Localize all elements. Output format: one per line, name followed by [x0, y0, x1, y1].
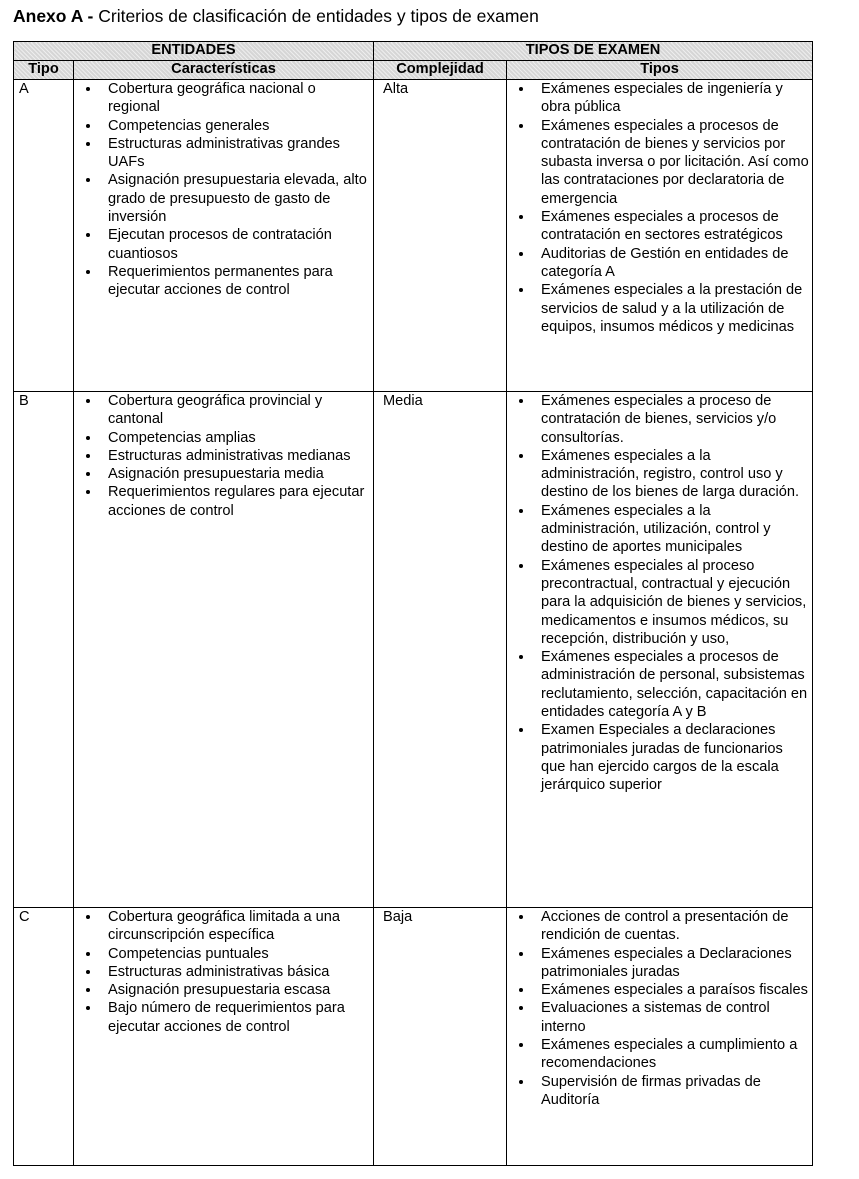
list-item: Competencias puntuales: [74, 945, 373, 963]
list-item: Exámenes especiales a procesos de administración de personal, subsistemas reclutamiento, selección, capacitación en entidades categoría A y B: [507, 648, 812, 721]
header-tipos: Tipos: [507, 61, 813, 80]
list-item: Exámenes especiales a procesos de contratación de bienes y servicios por subasta inversa o por licitación. Así como las contrataciones por declaratoria de emergencia: [507, 117, 812, 208]
title-annex-label: Anexo A -: [13, 6, 94, 26]
list-item: Exámenes especiales a procesos de contratación en sectores estratégicos: [507, 208, 812, 245]
table-row: [14, 80, 813, 392]
list-item: Exámenes especiales al proceso precontractual, contractual y ejecución para la adquisición de bienes y servicios, medicamentos e insumos médicos, su recepción, distribución y uso,: [507, 557, 812, 648]
cell-tipo: C: [14, 908, 74, 1166]
cell-complejidad: Media: [374, 392, 507, 908]
list-item: Asignación presupuestaria escasa: [74, 981, 373, 999]
list-item: Estructuras administrativas básica: [74, 963, 373, 981]
title-text: Criterios de clasificación de entidades y tipos de examen: [93, 6, 539, 26]
list-item: Exámenes especiales a la administración, utilización, control y destino de aportes municipales: [507, 502, 812, 557]
list-item: Supervisión de firmas privadas de Auditoría: [507, 1073, 812, 1110]
list-item: Cobertura geográfica provincial y cantonal: [74, 392, 373, 429]
header-tipos-de-examen: TIPOS DE EXAMEN: [374, 42, 813, 61]
cell-caracteristicas: [74, 80, 374, 392]
list-item: Exámenes especiales a la administración, registro, control uso y destino de los bienes de larga duración.: [507, 447, 812, 502]
list-item: Exámenes especiales a Declaraciones patrimoniales juradas: [507, 945, 812, 982]
list-item: Exámenes especiales a la prestación de servicios de salud y a la utilización de equipos, insumos médicos y medicinas: [507, 281, 812, 336]
list-item: Competencias generales: [74, 117, 373, 135]
table-row: [14, 392, 813, 908]
table-row: [14, 908, 813, 1166]
cell-tipo: B: [14, 392, 74, 908]
tipos-list: [507, 908, 812, 1109]
list-item: Evaluaciones a sistemas de control interno: [507, 999, 812, 1036]
cell-tipo: A: [14, 80, 74, 392]
list-item: Exámenes especiales a cumplimiento a recomendaciones: [507, 1036, 812, 1073]
cell-complejidad: Baja: [374, 908, 507, 1166]
list-item: Examen Especiales a declaraciones patrimoniales juradas de funcionarios que han ejercido cargos de la escala jerárquico superior: [507, 721, 812, 794]
header-tipo: Tipo: [14, 61, 74, 80]
list-item: Requerimientos regulares para ejecutar acciones de control: [74, 483, 373, 520]
group-header-row: [14, 42, 813, 61]
tipos-list: [507, 392, 812, 795]
caracteristicas-list: [74, 80, 373, 300]
header-complejidad: Complejidad: [374, 61, 507, 80]
list-item: Estructuras administrativas grandes UAFs: [74, 135, 373, 172]
list-item: Auditorias de Gestión en entidades de categoría A: [507, 245, 812, 282]
list-item: Asignación presupuestaria elevada, alto grado de presupuesto de gasto de inversión: [74, 171, 373, 226]
tipos-list: [507, 80, 812, 336]
cell-tipos: [507, 392, 813, 908]
list-item: Exámenes especiales de ingeniería y obra pública: [507, 80, 812, 117]
document-title: [13, 5, 539, 27]
list-item: Bajo número de requerimientos para ejecutar acciones de control: [74, 999, 373, 1036]
list-item: Estructuras administrativas medianas: [74, 447, 373, 465]
cell-tipos: [507, 80, 813, 392]
cell-caracteristicas: [74, 392, 374, 908]
list-item: Cobertura geográfica limitada a una circunscripción específica: [74, 908, 373, 945]
list-item: Acciones de control a presentación de rendición de cuentas.: [507, 908, 812, 945]
caracteristicas-list: [74, 908, 373, 1036]
list-item: Asignación presupuestaria media: [74, 465, 373, 483]
list-item: Ejecutan procesos de contratación cuantiosos: [74, 226, 373, 263]
caracteristicas-list: [74, 392, 373, 520]
classification-table: [13, 41, 813, 1166]
column-header-row: [14, 61, 813, 80]
list-item: Exámenes especiales a paraísos fiscales: [507, 981, 812, 999]
list-item: Exámenes especiales a proceso de contratación de bienes, servicios y/o consultorías.: [507, 392, 812, 447]
list-item: Cobertura geográfica nacional o regional: [74, 80, 373, 117]
header-caracteristicas: Características: [74, 61, 374, 80]
header-entidades: ENTIDADES: [14, 42, 374, 61]
cell-tipos: [507, 908, 813, 1166]
cell-caracteristicas: [74, 908, 374, 1166]
list-item: Requerimientos permanentes para ejecutar acciones de control: [74, 263, 373, 300]
cell-complejidad: Alta: [374, 80, 507, 392]
list-item: Competencias amplias: [74, 429, 373, 447]
